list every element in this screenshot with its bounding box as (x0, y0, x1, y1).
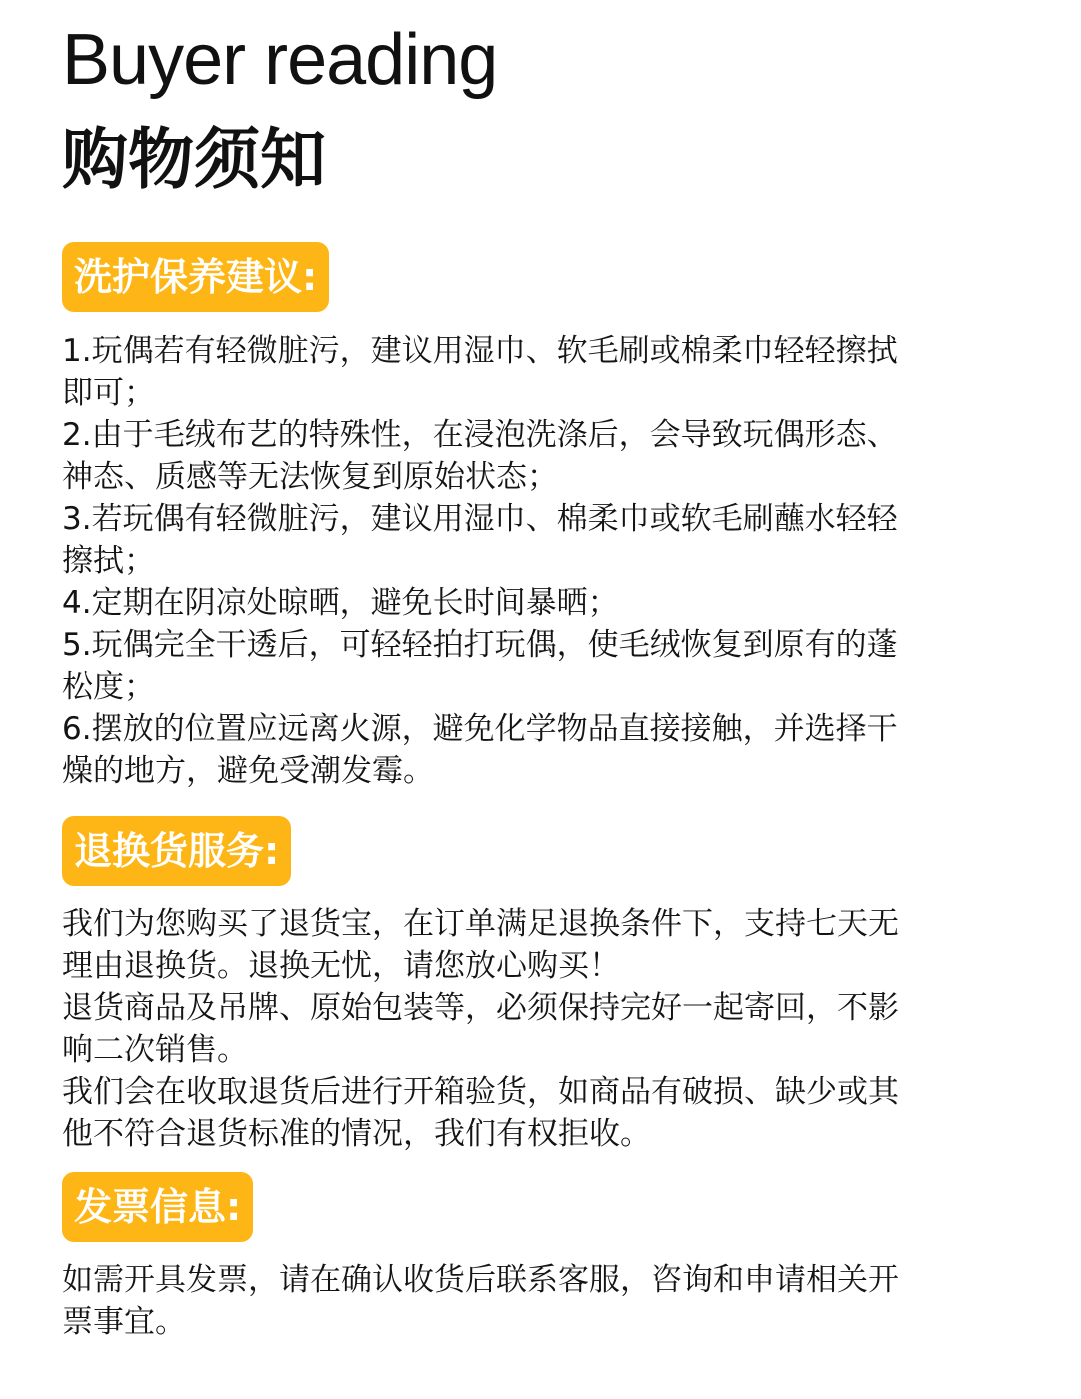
care-line: 2.由于毛绒布艺的特殊性，在浸泡洗涤后，会导致玩偶形态、 (62, 417, 898, 453)
section-body-care (62, 330, 1012, 792)
care-line: 即可； (62, 375, 155, 411)
care-line: 1.玩偶若有轻微脏污，建议用湿巾、软毛刷或棉柔巾轻轻擦拭 (62, 333, 898, 369)
section-tag-care: 洗护保养建议: (62, 242, 329, 312)
care-line: 松度； (62, 669, 155, 705)
returns-line: 响二次销售。 (62, 1032, 248, 1068)
care-line: 神态、质感等无法恢复到原始状态； (62, 459, 558, 495)
page-title-cn: 购物须知 (62, 121, 326, 198)
returns-line: 他不符合退货标准的情况，我们有权拒收。 (62, 1116, 651, 1152)
care-line: 燥的地方，避免受潮发霉。 (62, 753, 434, 789)
section-body-invoice (62, 1259, 1012, 1343)
care-line: 4.定期在阴凉处晾晒，避免长时间暴晒； (62, 585, 619, 621)
returns-line: 我们为您购买了退货宝，在订单满足退换条件下，支持七天无 (62, 906, 899, 942)
returns-line: 我们会在收取退货后进行开箱验货，如商品有破损、缺少或其 (62, 1074, 899, 1110)
section-tag-returns: 退换货服务: (62, 816, 291, 886)
care-line: 擦拭； (62, 543, 155, 579)
section-tag-invoice: 发票信息: (62, 1172, 253, 1242)
returns-line: 退货商品及吊牌、原始包装等，必须保持完好一起寄回，不影 (62, 990, 899, 1026)
returns-line: 理由退换货。退换无忧，请您放心购买！ (62, 948, 620, 984)
invoice-line: 如需开具发票，请在确认收货后联系客服，咨询和申请相关开 (62, 1262, 899, 1298)
care-line: 5.玩偶完全干透后，可轻轻拍打玩偶，使毛绒恢复到原有的蓬 (62, 627, 898, 663)
care-line: 6.摆放的位置应远离火源，避免化学物品直接接触，并选择干 (62, 711, 898, 747)
section-body-returns (62, 903, 1012, 1155)
page-title-en: Buyer reading (62, 20, 498, 100)
invoice-line: 票事宜。 (62, 1304, 186, 1340)
care-line: 3.若玩偶有轻微脏污，建议用湿巾、棉柔巾或软毛刷蘸水轻轻 (62, 501, 898, 537)
